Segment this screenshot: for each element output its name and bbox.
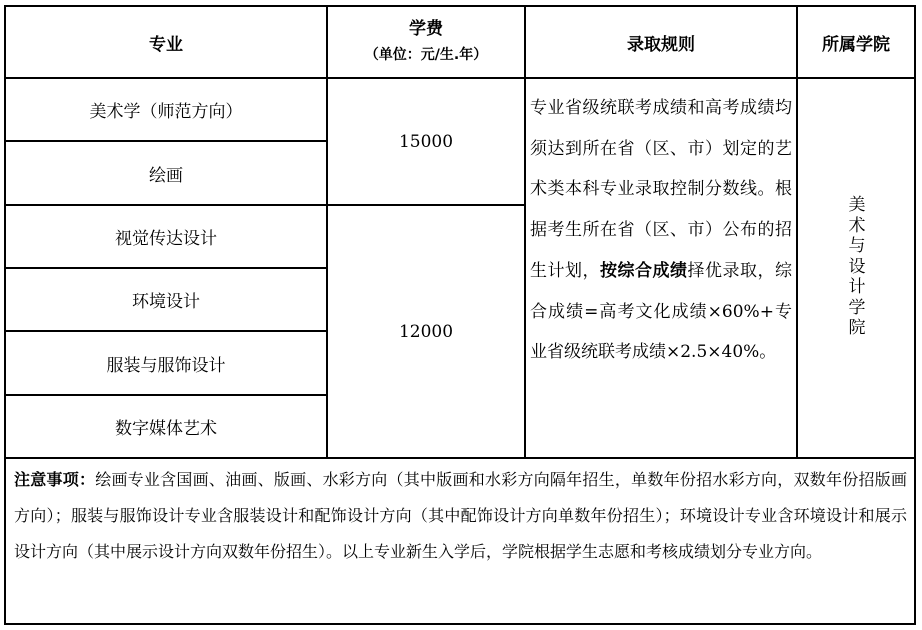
major-cell <box>6 396 326 457</box>
major-name: 数字媒体艺术 <box>115 419 217 439</box>
header-college <box>798 7 914 77</box>
major-name: 服装与服饰设计 <box>106 355 226 376</box>
admission-rule-text <box>530 88 792 373</box>
header-rule <box>526 7 796 77</box>
major-cell <box>6 269 326 330</box>
header-rule-text: 录取规则 <box>627 34 695 55</box>
header-major <box>6 7 326 77</box>
major-cell <box>6 206 326 267</box>
major-name: 视觉传达设计 <box>115 229 217 249</box>
fee-cell <box>328 79 524 204</box>
fee-value: 15000 <box>398 131 454 152</box>
rule-text-emphasis: 按综合成绩 <box>600 260 688 281</box>
fee-value: 12000 <box>398 321 454 342</box>
rule-text-part: 择优录取，综合成绩=高考文化成绩×60%+专业省级统联考成绩×2.5×40%。 <box>530 260 792 363</box>
header-fee <box>328 7 524 77</box>
major-name: 美术学（师范方向） <box>89 102 243 122</box>
header-major-text: 专业 <box>149 34 183 55</box>
major-name: 环境设计 <box>132 292 200 312</box>
notes-section <box>14 462 907 570</box>
header-college-text: 所属学院 <box>822 34 890 55</box>
major-cell <box>6 79 326 140</box>
fee-cell <box>328 206 524 457</box>
major-name: 绘画 <box>149 165 183 186</box>
grid-line <box>4 457 916 459</box>
header-fee-text: 学费 <box>409 19 443 39</box>
notes-text: 绘画专业含国画、油画、版画、水彩方向（其中版画和水彩方向隔年招生，单数年份招水彩方向，双数年份招版画方向）；服装与服饰设计专业含服装设计和配饰设计方向（其中配饰设计方向单数年份招生）；环境设计专业含环境设计和展示设计方向（其中展示设计方向双数年份招生）。以上专业新生入学后，学院根据学生志愿和考核成绩划分专业方向。 <box>14 470 907 561</box>
notes-label: 注意事项： <box>14 470 96 489</box>
rule-text-part: 专业省级统联考成绩和高考成绩均须达到所在省（区、市）划定的艺术类本科专业录取控制分数线。根据考生所在省（区、市）公布的招生计划， <box>530 98 792 281</box>
header-fee-unit: （单位：元/生.年） <box>364 47 488 63</box>
major-cell <box>6 332 326 394</box>
major-cell <box>6 142 326 204</box>
college-name: 美术与设计学院 <box>848 195 866 338</box>
